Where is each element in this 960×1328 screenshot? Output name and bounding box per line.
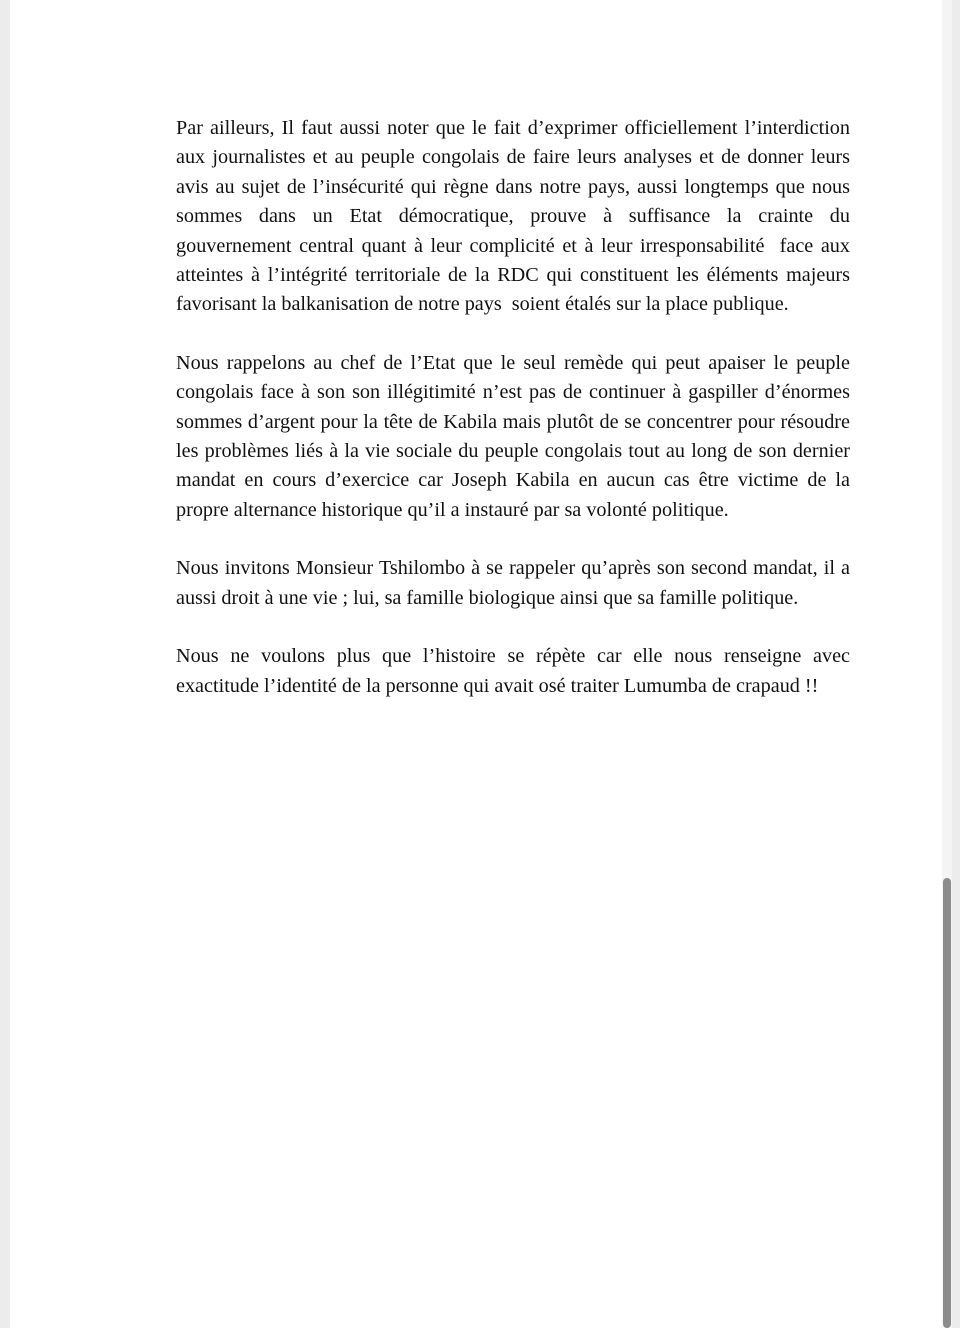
paragraph-3: Nous invitons Monsieur Tshilombo à se rappeler qu’après son second mandat, il a aussi droit à une vie ; lui, sa famille biologique ainsi que sa famille politique. bbox=[176, 557, 856, 609]
vertical-scrollbar-thumb[interactable] bbox=[943, 878, 951, 1328]
document-page bbox=[10, 0, 952, 1328]
paragraph-4: Nous ne voulons plus que l’histoire se répète car elle nous renseigne avec exactitude l’identité de la personne qui avait osé traiter Lumumba de crapaud !! bbox=[176, 645, 856, 697]
page-body bbox=[176, 114, 856, 730]
paragraph-2: Nous rappelons au chef de l’Etat que le seul remède qui peut apaiser le peuple congolais face à son son illégitimité n’est pas de continuer à gaspiller d’énormes sommes d’argent pour la tête de Kabila mais plutôt de se concentrer pour résoudre les problèmes liés à la vie sociale du peuple congolais tout au long de son dernier mandat en cours d’exercice car Joseph Kabila en aucun cas être victime de la propre alternance historique qu’il a instauré par sa volonté politique. bbox=[176, 351, 856, 521]
paragraph-1: Par ailleurs, Il faut aussi noter que le fait d’exprimer officiellement l’interdiction aux journalistes et au peuple congolais de faire leurs analyses et de donner leurs avis au sujet de l’insécurité qui règne dans notre pays, aussi longtemps que nous sommes dans un Etat démocratique, prouve à suffisance la crainte du gouvernement central quant à leur complicité et à leur irresponsabilité face aux atteintes à l’intégrité territoriale de la RDC qui constituent les éléments majeurs favorisant la balkanisation de notre pays soient étalés sur la place publique. bbox=[176, 117, 856, 316]
